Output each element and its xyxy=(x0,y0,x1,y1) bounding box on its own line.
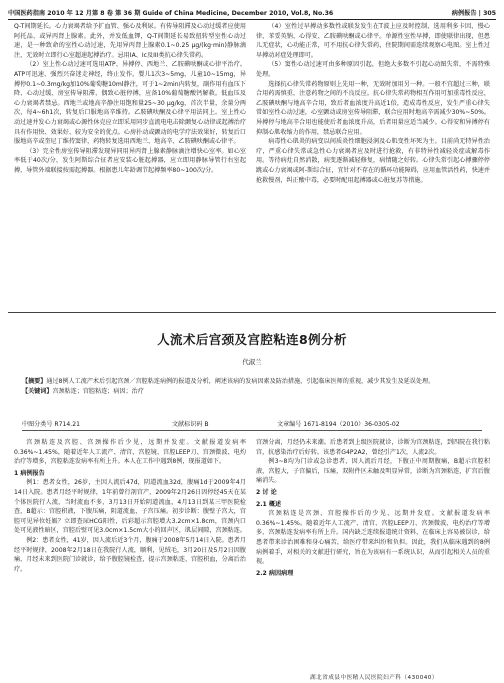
body-paragraph: 病毒性心肌炎的病变以间质炎性细胞浸润及心肌变性坏死为主。目前尚无特异性治疗，严重心律失常或急性心力衰竭者应及时进行抢救，有非特异性减轻炎症或解毒作用。等待病灶自然消散，病变逐渐减轻修复，病情随之好转。心律失常引起心搏骤停停跳或心力衰竭或阿-斯综合征，宜针对不存在的循环功能障碍，应用血管活性药，快速并抢救慢剂，纠正酸中毒，必要时配用起搏器或心脏复苏等措施。 xyxy=(256,138,490,184)
journal-citation: 中国医药指南 2010 年 12 月第 8 卷 第 36 期 Guide of China Medicine, December 2010, Vol.8, No.36 xyxy=(8,10,334,17)
keywords-label: 【关键词】 xyxy=(22,388,53,395)
body-paragraph: 宫颈粘连及宫腔、宫颈操作后少见，远期并发症。文献报道发病率0.36%~1.45%，随着近年人工流产、清宫、宫腔镜、宫腔LEEP刀、宫颈微波、电灼治疗等增多，宫腔粘连发病率有所上升。本人在工作中遇到8例，现报道如下。 xyxy=(14,439,246,466)
body-paragraph: 宫颈分离，月经仍未来潮。后患者到上级医院就诊，诊断为宫颈粘连，到四院在我行粘宫，抗感染治疗后好转。该患者G4P2A2，曾经引产1次，人流2次。 xyxy=(256,439,490,456)
meta-rule xyxy=(22,430,482,431)
body-paragraph: 例2：患者女性，41岁，因人流后近3个月，腹痛于2008年5月14日入院。患者月经平时规律，2008年2月18日在我院行人流，顺利，见绒毛，3月20日及5月2日因腹痛、月经未来到医院门诊就诊，给予腹腔镜检查，提示宫颈粘连、宫腔积血，分离后治疗。 xyxy=(14,536,246,573)
header-rule xyxy=(8,19,496,20)
section-heading: 2.1 概述 xyxy=(256,500,282,508)
body-paragraph: Q-T间期延长。心力衰竭者给予扩血管、强心及利尿。有传导阻滞及心动过缓者应使用阿托品、或异丙肾上腺素。此外，并发低血钾，Q-T间期延长易致扭转型室性心动过速，是一种致命的室性心动过速，先用异丙肾上腺素0.1~0.25 μg/(kg·min)静脉滴注，无效时立即行心室超速起搏治疗。忌用IA、Ic及III类抗心律失常药。 xyxy=(14,23,246,59)
body-paragraph: 例1：患者女性，26岁，主因人流后47d，阴道流血32d，腹痛1d于2009年4月14日入院。患者月经平时规律，1年前曾行剖宫产，2009年2月26日因停经45天在某个体医院行人流，当时流血不多，3月13日开始阴道流血，4月13日到某三甲医院检查，B超示：宫腔积液，下腹压痛，阴道流血，子宫压痛。初步诊断：腹壁子宫大，宫腔可见异位妊娠？立即查尿HCG阳性，后彩超示宫腔增大3.2cm×1.8cm，宫颈内口处可见液性暗区，宫腔后壁可见3.0cm×1.5cm大小的回声区，肌层间隙，宫颈粘连。 xyxy=(14,479,246,535)
section-heading: 2.2 病因病理 xyxy=(256,569,294,577)
previous-article-column-right xyxy=(256,22,490,308)
section-heading: 1 病例报告 xyxy=(14,469,45,477)
article-column-right xyxy=(256,438,490,666)
article-separator xyxy=(8,312,496,313)
article-title: 人流术后宫颈及宫腔粘连8例分析 xyxy=(157,332,347,347)
article-number: 文章编号 1671-8194（2010）36-0305-02 xyxy=(277,421,400,428)
article-author: 代淑兰 xyxy=(242,358,262,366)
keywords-text: 宫颈粘连；宫腔粘连；病因；治疗 xyxy=(52,388,144,395)
document-code: 文献标识码 B xyxy=(172,421,209,428)
running-header xyxy=(8,6,496,18)
author-affiliation: 湖北省成县中医精人民医院妇产科（430040） xyxy=(310,675,438,681)
body-paragraph: 例3~8均为门诊或急诊患者，因人流后月经，下腹正中周期腹痛，B超示宫腔积液，宫腔大，子宫偏后，压痛，双附件区未触及明显异常，诊断为宫颈粘连，扩宫后腹痛消失。 xyxy=(256,458,490,485)
clc-number: 中图分类号 R714.21 xyxy=(22,421,80,428)
section-heading: 2 讨 论 xyxy=(256,488,277,496)
body-paragraph: （5）窦性心动过速可由多种原因引起，但绝大多数不引起心动图失常，不需特殊处理。 xyxy=(256,61,490,78)
body-paragraph: （3）完全性房室传导阻滞发现异同用异丙肾上腺素静脉滴注增快心室率。如心室率低于40次/分，发生阿斯综合征者应安装心脏起搏器，应立即用静脉导管行右室起搏，导管外端联接按需起搏器。根据患儿年龄调节起搏频率80~100次/分。 xyxy=(14,147,246,174)
classification-line xyxy=(22,419,484,429)
article-column-left xyxy=(14,438,246,676)
abstract-text: 通过8例人工流产术后引起宫颈／宫腔粘连病例的报道及分析，阐述该病的发病因素及防治措施，引起临床医师的重视，减少其发生及延误处理。 xyxy=(46,378,435,385)
abstract-block xyxy=(22,377,484,397)
body-paragraph: 宫颈粘连是宫颈、宫腔操作后的少见、远期并发症。文献报道发病率0.36%~1.45%。随着近年人工流产、清宫、宫腔LEEP刀、宫颈微波、电灼治疗等增多，宫颈粘连发病率有所上升。国内缺乏连续报道统计资料，在临床上容易被误诊，给患者带来诊治困难和身心痛苦，给医疗带来纠纷和负担。因此，我们从临床遇到的8例病例着手，对相关的文献进行研究，旨在为该病有一系统认识，从而引起相关人员的重视。 xyxy=(256,510,490,566)
body-paragraph: （2）室上性心动过速可选用ATP、异搏停、西地兰、乙胺碘呋酮或心律平治疗。ATP可迅速、强烈兴奋迷走神经，终止发作，婴儿1次3~5mg，儿童10~15mg，异搏停0.1~0.3mg/kg加10%葡萄糖10ml静注，可于1~2min内转复，副作用有血压下降、心动过缓、房室传导阻滞，偶致心脏停搏，应备10%葡萄糖酸钙解救。低血压及心力衰竭者禁忌。西地兰或地高辛静注用饱和量25~30 μg/kg，首次半量，余量分两次，每4~6h1次，转复后口服地高辛维持。乙胺碘呋酮及心律平用法同上。室上性心动过速并发心力衰竭或心源性休克应立即采用同步直流电电击除颤复心动律或起搏治疗具有作用快、效果好、较为安全的优点。心房扑动或颤动的电学疗法效果好，转复后口服地高辛或奎尼丁维持窦律，药物转复选用西地兰、地高辛、乙胺碘呋酮或心律平。 xyxy=(14,61,246,146)
section-page-number: 病例报告 | 305 xyxy=(451,10,496,17)
previous-article-column-left xyxy=(14,22,246,308)
abstract-label: 【摘要】 xyxy=(22,378,47,385)
body-paragraph: 选择抗心律失常药物原则上先用一种，无效时加用另一种。一般不宜超过三种，联合用药需慎重，注意药物之间的不良反应。抗心律失常药物相互作用可加重毒性反应，乙胺碘呋酮与地高辛合用，致后者血浓度升高近1倍，造成毒性反应，发生严重心律失常如室性心动过速，心室颤动或房室传导阻滞，联合应用时地高辛需减少30%~50%。异搏停与地高辛合用也能使后者血浓度升高，后者用量应适当减少。心得安和异搏停有抑制心肌收缩力的作用，禁忌联合应用。 xyxy=(256,80,490,136)
body-paragraph: （4）室性过早搏动多数性或联发发生在T波上应及时控制，选用利多卡因、慢心律、苯妥英钠、心得安、乙胺碘呋酮或心律平。单源性室性早搏，即使联律出现，但患儿无症状，心功能正常，可不用抗心律失常药，住院期间需连续观察心电图。室上性过早搏动对症处理即可。 xyxy=(256,23,490,59)
